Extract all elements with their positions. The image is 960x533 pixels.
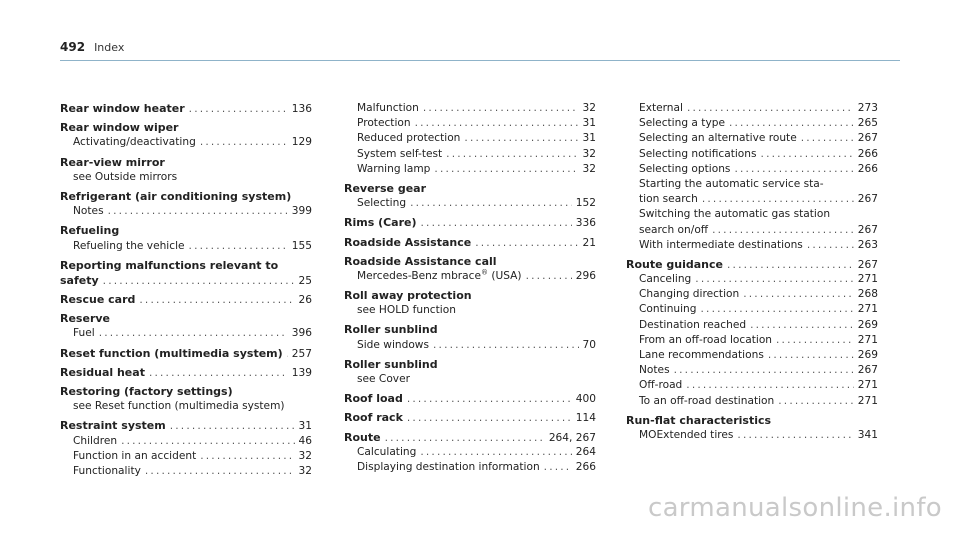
- index-subentry: [626, 116, 878, 131]
- entry-text: Canceling: [639, 273, 692, 286]
- entry-text: safety: [60, 273, 99, 287]
- index-subentry: [626, 394, 878, 409]
- index-heading: [344, 254, 596, 269]
- page-reference: 31: [582, 117, 596, 130]
- leader-dots: [108, 204, 288, 219]
- index-heading: [60, 346, 312, 361]
- page-reference: 273: [857, 102, 878, 114]
- leader-dots: [526, 269, 572, 284]
- entry-text: Notes: [639, 364, 670, 377]
- entry-text: Reduced protection: [357, 132, 461, 145]
- index-subentry: [60, 170, 312, 185]
- page-reference: 271: [857, 379, 878, 392]
- index-heading: [60, 189, 312, 204]
- entry-text: Selecting notifications: [639, 147, 757, 160]
- page-reference: 46: [298, 434, 312, 447]
- index-subentry: [60, 449, 312, 464]
- index-subentry: [344, 445, 596, 460]
- entry-text: Side windows: [357, 338, 429, 351]
- entry-text: Warning lamp: [357, 162, 431, 175]
- entry-text: Malfunction: [357, 102, 419, 114]
- entry-text: To an off-road destination: [639, 394, 775, 407]
- entry-text: Rims (Care): [344, 216, 417, 230]
- entry-text: Selecting options: [639, 162, 731, 175]
- leader-dots: [103, 274, 295, 289]
- index-subentry: [626, 363, 878, 378]
- entry-text: Restoring (factory settings): [60, 385, 233, 398]
- entry-text: Lane recommendations: [639, 349, 764, 361]
- page-reference: 152: [575, 197, 596, 210]
- leader-dots: [464, 131, 578, 146]
- index-subentry: [344, 196, 596, 211]
- entry-text: Refueling: [60, 224, 120, 238]
- index-subentry: [626, 238, 878, 253]
- leader-dots: [737, 428, 853, 443]
- index-subentry: [626, 147, 878, 162]
- leader-dots: [702, 192, 854, 207]
- page-reference: 267: [857, 364, 878, 377]
- page-reference: 266: [575, 460, 596, 473]
- entry-text: Fuel: [73, 327, 95, 340]
- page-reference: 263: [857, 238, 878, 251]
- page-reference: 26: [298, 294, 312, 307]
- page-reference: 399: [291, 205, 312, 218]
- entry-text: Restraint system: [60, 419, 166, 433]
- page-reference: 32: [298, 464, 312, 477]
- index-subentry: [344, 101, 596, 116]
- leader-dots: [415, 116, 579, 131]
- page-reference: 336: [575, 217, 596, 230]
- leader-dots: [743, 287, 854, 302]
- entry-text: see HOLD function: [357, 304, 456, 317]
- index-subentry: [60, 239, 312, 254]
- index-subentry: [626, 272, 878, 287]
- index-heading: [60, 384, 312, 399]
- index-subentry: [626, 101, 878, 116]
- entry-text: Displaying destination information: [357, 460, 540, 473]
- entry-text: Refueling the vehicle: [73, 239, 185, 252]
- page-reference: 267: [857, 223, 878, 236]
- entry-text: Reserve: [60, 312, 110, 326]
- leader-dots: [761, 147, 854, 162]
- leader-dots: [695, 272, 853, 287]
- entry-text: Refrigerant (air conditioning system): [60, 189, 292, 203]
- page-reference: 400: [575, 393, 596, 406]
- leader-dots: [768, 348, 854, 363]
- index-subentry: [344, 116, 596, 131]
- page-reference: 265: [857, 117, 878, 130]
- page-reference: 396: [291, 327, 312, 340]
- index-subentry: [626, 162, 878, 177]
- index-heading: [60, 101, 312, 116]
- entry-text: Rear window heater: [60, 102, 185, 115]
- entry-text: Activating/deactivating: [73, 136, 196, 149]
- entry-text: External: [639, 102, 683, 114]
- page-reference: 114: [575, 412, 596, 425]
- index-heading: [344, 215, 596, 230]
- leader-dots: [287, 347, 288, 362]
- entry-text: tion search: [639, 193, 698, 206]
- entry-text: Off-road: [639, 379, 683, 392]
- entry-text: Selecting: [357, 197, 407, 210]
- leader-dots: [170, 419, 295, 434]
- entry-text: MOExtended tires: [639, 428, 734, 441]
- leader-dots: [121, 434, 294, 449]
- page-reference: 32: [582, 102, 596, 114]
- entry-text: Route: [344, 430, 381, 444]
- page-reference: 32: [582, 162, 596, 175]
- leader-dots: [544, 460, 572, 475]
- page-reference: 269: [857, 349, 878, 361]
- page-reference: 264: [575, 445, 596, 458]
- leader-dots: [139, 293, 294, 308]
- page-reference: 271: [857, 333, 878, 346]
- entry-text: Reset function (multimedia system): [60, 346, 283, 360]
- entry-text: Functionality: [73, 464, 141, 477]
- leader-dots: [727, 258, 854, 273]
- entry-text: Protection: [357, 117, 411, 130]
- index-subentry: [60, 204, 312, 219]
- index-subentry: [60, 135, 312, 150]
- index-subentry: [626, 378, 878, 393]
- entry-text: Selecting an alternative route: [639, 132, 797, 145]
- index-heading: [344, 410, 596, 425]
- page-reference: 268: [857, 288, 878, 301]
- leader-dots: [189, 102, 288, 117]
- index-column-2: [344, 101, 596, 475]
- index-heading: [60, 273, 312, 288]
- index-heading: [60, 418, 312, 433]
- page-reference: 267: [857, 193, 878, 206]
- entry-text: System self-test: [357, 147, 443, 160]
- page-reference: 341: [857, 428, 878, 441]
- page-reference: 31: [582, 132, 596, 145]
- index-subentry: [344, 460, 596, 475]
- index-subentry: [344, 338, 596, 353]
- page-reference: 31: [298, 420, 312, 433]
- leader-dots: [801, 131, 854, 146]
- index-heading: [344, 288, 596, 303]
- page-reference: 136: [291, 103, 312, 115]
- index-subentry: [626, 318, 878, 333]
- page-reference: 155: [291, 239, 312, 252]
- page-reference: 271: [857, 273, 878, 286]
- index-subentry: [344, 131, 596, 146]
- index-heading: [60, 223, 312, 238]
- index-subentry: [344, 162, 596, 177]
- leader-dots: [420, 445, 571, 460]
- leader-dots: [189, 239, 288, 254]
- entry-text: Rescue card: [60, 293, 136, 307]
- entry-text: Residual heat: [60, 365, 145, 379]
- entry-text: Roof load: [344, 392, 403, 406]
- index-subentry: [626, 428, 878, 443]
- index-subentry: [344, 303, 596, 318]
- page-header: [60, 40, 124, 60]
- leader-dots: [410, 196, 572, 211]
- index-heading: [344, 391, 596, 406]
- index-subentry: [626, 333, 878, 348]
- entry-text: Roller sunblind: [344, 357, 438, 371]
- index-heading: [60, 365, 312, 380]
- page-reference: 32: [582, 147, 596, 160]
- entry-text: Function in an accident: [73, 449, 197, 462]
- leader-dots: [446, 147, 578, 162]
- page-reference: 129: [291, 136, 312, 149]
- leader-dots: [407, 411, 572, 426]
- leader-dots: [385, 431, 545, 446]
- index-heading: [344, 181, 596, 196]
- entry-text: see Outside mirrors: [73, 170, 178, 183]
- leader-dots: [145, 464, 295, 479]
- page-reference: 266: [857, 162, 878, 175]
- index-subentry: [626, 348, 878, 363]
- leader-dots: [701, 302, 854, 317]
- page-reference: 139: [291, 366, 312, 379]
- leader-dots: [807, 238, 854, 253]
- entry-text: Notes: [73, 205, 104, 218]
- index-subentry: [344, 269, 596, 284]
- entry-text: Route guidance: [626, 257, 723, 271]
- leader-dots: [778, 394, 854, 409]
- entry-text: Run-flat characteristics: [626, 413, 772, 427]
- leader-dots: [686, 378, 853, 393]
- page-reference: 271: [857, 303, 878, 316]
- leader-dots: [687, 101, 854, 116]
- index-column-1: [60, 101, 312, 479]
- entry-text: With intermediate destinations: [639, 238, 803, 251]
- index-heading: [344, 430, 596, 445]
- entry-text: Roadside Assistance call: [344, 254, 497, 268]
- entry-text: From an off-road location: [639, 333, 773, 346]
- index-heading: [344, 322, 596, 337]
- index-subentry: [344, 147, 596, 162]
- leader-dots: [423, 101, 579, 116]
- entry-text: see Cover: [357, 373, 410, 385]
- entry-text: Calculating: [357, 445, 417, 458]
- index-heading: [60, 311, 312, 326]
- index-subentry: [60, 434, 312, 449]
- index-heading: [626, 257, 878, 272]
- leader-dots: [99, 326, 288, 341]
- leader-dots: [433, 338, 579, 353]
- entry-text: Switching the automatic gas station: [639, 208, 831, 221]
- page-reference: 267: [857, 258, 878, 271]
- index-heading: [60, 120, 312, 135]
- page-reference: 296: [575, 269, 596, 282]
- entry-text: Rear window wiper: [60, 121, 179, 135]
- index-heading: [344, 235, 596, 250]
- leader-dots: [200, 135, 288, 150]
- section-title: Index: [94, 41, 125, 54]
- leader-dots: [475, 236, 578, 251]
- index-subentry: [344, 372, 596, 387]
- index-heading: [60, 155, 312, 170]
- page-reference: 271: [857, 394, 878, 407]
- entry-text: Reporting malfunctions relevant to: [60, 258, 279, 272]
- leader-dots: [674, 363, 854, 378]
- entry-text: Changing direction: [639, 288, 740, 301]
- page-reference: 70: [582, 338, 596, 351]
- index-subentry: [626, 207, 878, 222]
- leader-dots: [149, 366, 288, 381]
- index-subentry: [60, 399, 312, 414]
- leader-dots: [776, 333, 854, 348]
- index-heading: [344, 357, 596, 372]
- leader-dots: [712, 223, 854, 238]
- page-reference: 264, 267: [548, 431, 596, 444]
- index-subentry: [60, 464, 312, 479]
- entry-text: Roof rack: [344, 411, 403, 425]
- page-number: 492: [60, 40, 86, 54]
- entry-text: search on/off: [639, 223, 709, 236]
- header-rule: [60, 60, 900, 61]
- page-reference: 269: [857, 318, 878, 331]
- index-subentry: [626, 302, 878, 317]
- entry-text: Starting the automatic service sta-: [639, 177, 824, 190]
- leader-dots: [434, 162, 578, 177]
- leader-dots: [729, 116, 854, 131]
- page-reference: 32: [298, 449, 312, 462]
- entry-text: Mercedes-Benz mbrace® (USA): [357, 268, 522, 282]
- entry-text: Children: [73, 434, 118, 447]
- index-subentry: [626, 131, 878, 146]
- leader-dots: [734, 162, 853, 177]
- index-heading: [60, 258, 312, 273]
- index-subentry: [626, 287, 878, 302]
- index-heading: [60, 292, 312, 307]
- leader-dots: [421, 216, 572, 231]
- entry-text: Continuing: [639, 303, 697, 316]
- entry-text: Roadside Assistance: [344, 235, 472, 249]
- page-reference: 266: [857, 147, 878, 160]
- entry-text: see Reset function (multimedia system): [73, 400, 285, 413]
- watermark: carmanualsonline.info: [647, 493, 942, 523]
- index-subentry: [626, 177, 878, 192]
- leader-dots: [750, 318, 854, 333]
- entry-text: Reverse gear: [344, 181, 427, 195]
- entry-text: Rear-view mirror: [60, 155, 165, 169]
- page-reference: 25: [298, 274, 312, 287]
- entry-text: Destination reached: [639, 318, 747, 331]
- entry-text: Roller sunblind: [344, 323, 438, 337]
- leader-dots: [407, 392, 572, 407]
- entry-text: Selecting a type: [639, 117, 725, 130]
- page-reference: 21: [582, 236, 596, 249]
- index-heading: [626, 413, 878, 428]
- index-subentry: [626, 192, 878, 207]
- index-column-3: [626, 101, 878, 443]
- leader-dots: [200, 449, 294, 464]
- entry-text: Roll away protection: [344, 289, 472, 303]
- index-subentry: [60, 326, 312, 341]
- page-reference: 267: [857, 132, 878, 145]
- page-reference: 257: [291, 347, 312, 360]
- index-subentry: [626, 223, 878, 238]
